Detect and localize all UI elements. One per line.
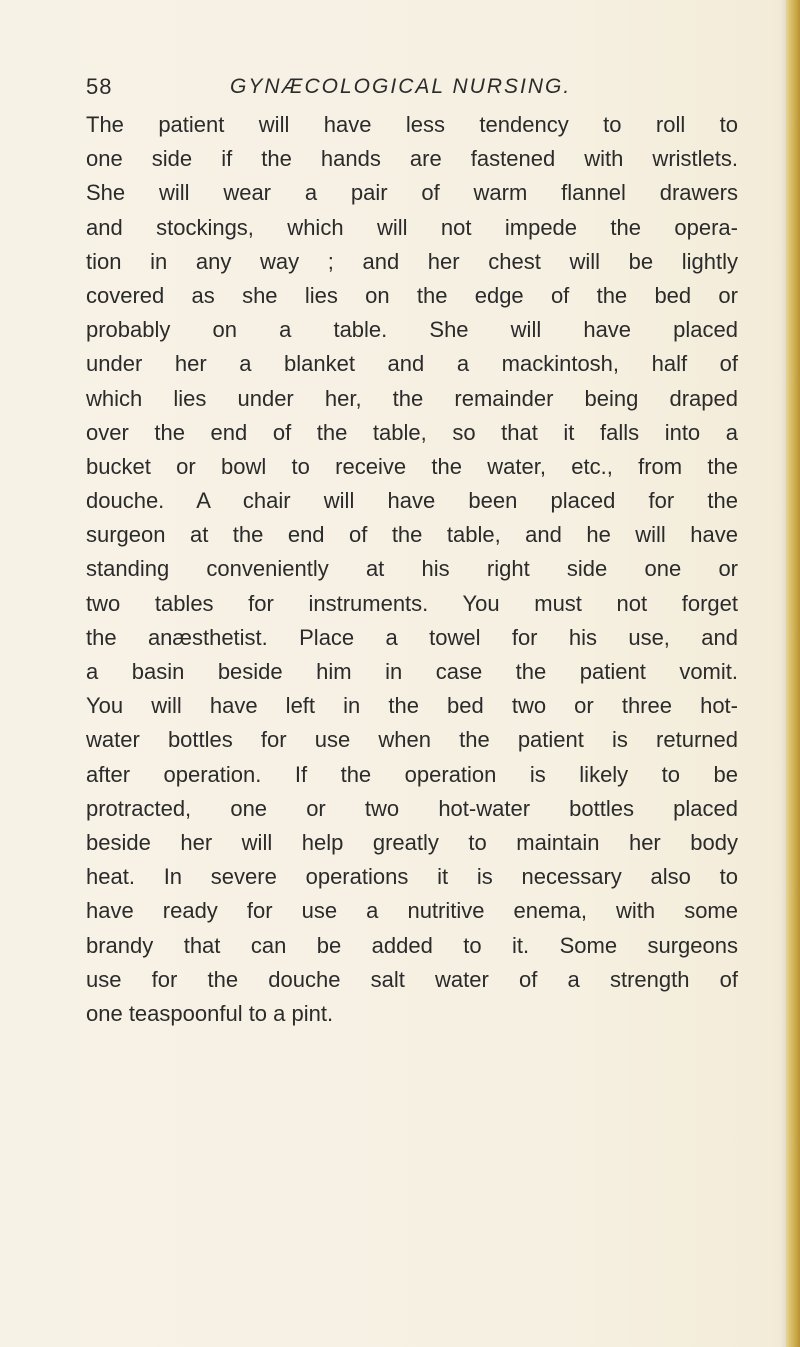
text-line: a basin beside him in case the patient vomit. <box>86 659 738 684</box>
text-line: two tables for instruments. You must not forget <box>86 590 738 616</box>
running-head: GYNÆCOLOGICAL NURSING. <box>230 75 572 98</box>
text-line: which lies under her, the remainder being draped <box>86 385 738 411</box>
text-line: one teaspoonful to a pint. <box>86 1000 334 1026</box>
text-line: brandy that can be added to it. Some surgeons <box>86 932 738 958</box>
text-line: heat. In severe operations it is necessary also to <box>86 864 738 890</box>
text-line: standing conveniently at his right side one or <box>86 556 738 582</box>
text-line: after operation. If the operation is likely to be <box>86 761 738 787</box>
text-line: protracted, one or two hot-water bottles placed <box>86 795 738 821</box>
gilt-page-edge <box>786 0 800 1347</box>
text-line: one side if the hands are fastened with wristlets. <box>86 146 738 172</box>
text-line: douche. A chair will have been placed for the <box>86 488 738 514</box>
text-line: water bottles for use when the patient is returned <box>86 727 738 753</box>
text-line: covered as she lies on the edge of the bed or <box>86 282 738 308</box>
text-line: You will have left in the bed two or three hot- <box>86 693 738 719</box>
body-paragraph <box>86 108 738 1031</box>
text-line: beside her will help greatly to maintain her body <box>86 829 738 855</box>
text-line: use for the douche salt water of a strength of <box>86 966 738 992</box>
text-line: under her a blanket and a mackintosh, half of <box>86 351 738 377</box>
page-header <box>86 70 746 110</box>
text-line: tion in any way ; and her chest will be lightly <box>86 248 738 274</box>
text-line: the anæsthetist. Place a towel for his use, and <box>86 624 738 650</box>
text-line: have ready for use a nutritive enema, with some <box>86 898 738 924</box>
text-line: She will wear a pair of warm flannel drawers <box>86 180 738 206</box>
text-line: probably on a table. She will have placed <box>86 317 738 343</box>
text-line: over the end of the table, so that it falls into a <box>86 419 738 445</box>
text-line: The patient will have less tendency to roll to <box>86 112 738 137</box>
text-line: surgeon at the end of the table, and he will have <box>86 522 738 548</box>
page-number: 58 <box>86 74 113 99</box>
text-line: and stockings, which will not impede the opera- <box>86 214 738 240</box>
text-line: bucket or bowl to receive the water, etc., from the <box>86 453 738 479</box>
